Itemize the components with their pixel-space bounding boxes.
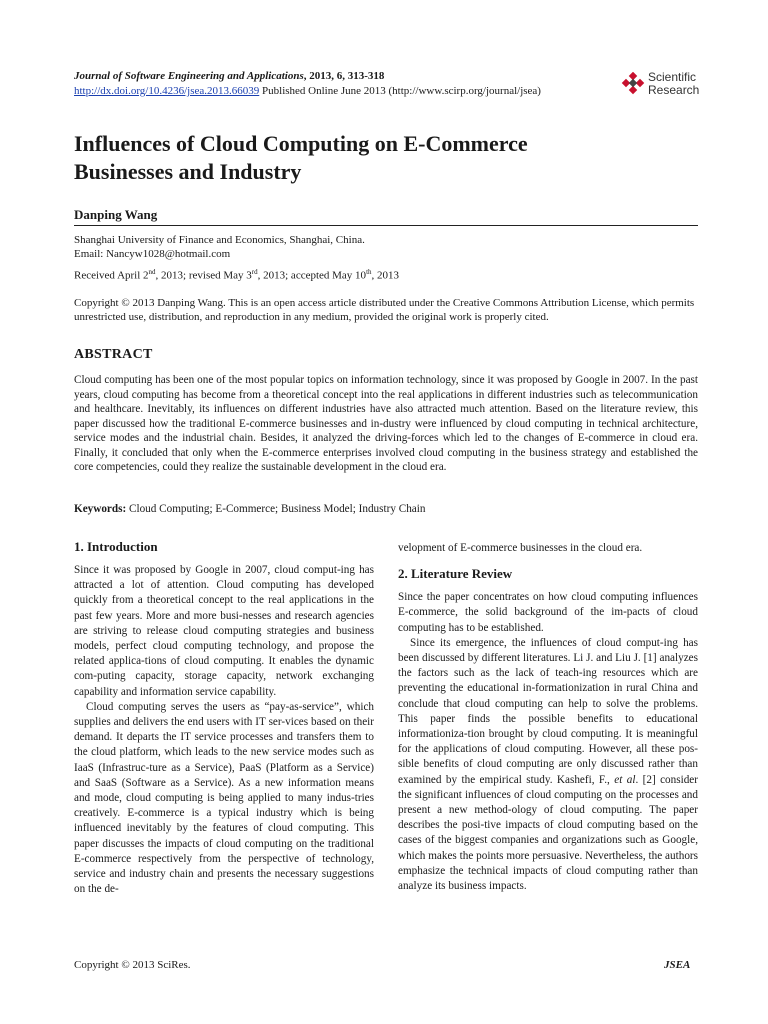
author-divider bbox=[74, 225, 698, 226]
intro-paragraph-2: Cloud computing serves the users as “pay-as-service”, which supplies and delivers the end users with IT ser-vices based on their demand. It departs the IT service processes and transfers them to the cloud platform, which leads to the new service modes such as IaaS (Infrastruc-ture as a Service), PaaS (Platform as a Service) and SaaS (Software as a Service). As a new information means and mode, cloud computing is being applied to many indus-tries creatively. E-commerce is a typical industry which is being influenced inevitably by the features of cloud computing. This paper discusses the impacts of cloud computing on the traditional E-commerce respectively from the perspective of technology, service and industry chain and presents the necessary suggestions on the de- bbox=[74, 700, 374, 896]
keywords bbox=[74, 503, 425, 515]
right-column bbox=[398, 541, 698, 894]
revised-text: , 2013; revised May 3 bbox=[155, 269, 252, 282]
publisher-logo bbox=[620, 70, 700, 100]
et-al: et al bbox=[614, 773, 636, 786]
logo-text bbox=[648, 71, 699, 97]
received-sup: nd bbox=[148, 268, 156, 276]
lit-paragraph-2-part-b: . [2] consider the significant influences of cloud computing on the processes and present a new method-ology of cloud computing. The paper describes the posi-tive impacts of cloud computing based on the cases of the biggest companies and organizations such as Google, which makes the points more persuasive. Nevertheless, the authors emphasize the technical impacts of cloud computing rather than analyze its business impacts. bbox=[398, 773, 698, 893]
accepted-text: , 2013; accepted May 10 bbox=[257, 269, 367, 282]
published-info: Published Online June 2013 (http://www.scirp.org/journal/jsea) bbox=[259, 85, 541, 97]
author-affiliation-block bbox=[74, 233, 365, 261]
copyright-notice: Copyright © 2013 Danping Wang. This is an open access article distributed under the Creative Commons Attribution License, which permits unrestricted use, distribution, and reproduction in any medium, provided the original work is properly cited. bbox=[74, 297, 695, 323]
lit-paragraph-2 bbox=[398, 636, 698, 894]
doi-link[interactable]: http://dx.doi.org/10.4236/jsea.2013.66039 bbox=[74, 85, 260, 97]
footer-copyright: Copyright © 2013 SciRes. bbox=[74, 959, 191, 971]
doi-line bbox=[74, 84, 594, 99]
intro-paragraph-1: Since it was proposed by Google in 2007, cloud comput-ing has attracted a lot of attention. Cloud computing has developed quickly from a theoretical concept to the real applications in the past few years. More and more busi-nesses and research agencies are striving to release cloud computing strategies and business models, perfect cloud computing technology, and propose the related applica-tions of cloud computing. It enables the dynamic com-puting capacity, storage capacity, network exchanging capability and information service capability. bbox=[74, 564, 374, 698]
revised-sup: rd bbox=[251, 268, 258, 276]
logo-line2: Research bbox=[648, 83, 700, 97]
author-email: Email: Nancyw1028@hotmail.com bbox=[74, 248, 231, 260]
logo-line1: Scientific bbox=[648, 70, 697, 84]
accepted-sup: th bbox=[366, 268, 372, 276]
section-heading-introduction: 1. Introduction bbox=[74, 539, 158, 554]
abstract-heading: ABSTRACT bbox=[74, 347, 153, 362]
dates-suffix: , 2013 bbox=[371, 269, 400, 282]
left-column bbox=[74, 539, 374, 897]
section-heading-literature-review: 2. Literature Review bbox=[398, 566, 513, 582]
author-name: Danping Wang bbox=[74, 207, 158, 222]
paper-title bbox=[74, 130, 714, 186]
journal-name: Journal of Software Engineering and Applications bbox=[74, 70, 304, 82]
received-text: Received April 2 bbox=[74, 269, 149, 282]
journal-details: , 2013, 6, 313-318 bbox=[303, 70, 385, 82]
keywords-label: Keywords: bbox=[74, 503, 127, 515]
received-dates bbox=[74, 268, 399, 282]
scientific-research-logo-icon bbox=[620, 72, 646, 98]
title-line1: Influences of Cloud Computing on E-Commerce bbox=[74, 131, 528, 156]
footer-journal-abbrev: JSEA bbox=[664, 959, 691, 971]
journal-header bbox=[74, 69, 594, 99]
keywords-text: Cloud Computing; E-Commerce; Business Model; Industry Chain bbox=[126, 503, 426, 515]
lit-paragraph-2-part-a: Since its emergence, the influences of cloud comput-ing has been discussed by different literatures. Li J. and Liu J. [1] analyzes the factors such as the lack of teach-ing resources which are preventing the educational in-formationization in rural China and conclude that cloud computing can help to solve the problems. This paper finds the possible benefits to educational informationiza-tion brought by cloud computing. It is meaningful for the applications of cloud computing. However, all these pos-sible benefits of cloud computing are only discussed rather than examined by the empirical study. Kashefi, F., bbox=[398, 636, 698, 786]
title-line2: Businesses and Industry bbox=[74, 159, 302, 184]
intro-continuation: velopment of E-commerce businesses in the cloud era. bbox=[398, 542, 643, 554]
lit-paragraph-1: Since the paper concentrates on how cloud computing influences E-commerce, the solid background of the im-pacts of cloud computing has to be established. bbox=[398, 591, 698, 634]
affiliation: Shanghai University of Finance and Economics, Shanghai, China. bbox=[74, 234, 365, 246]
journal-citation bbox=[74, 69, 594, 84]
abstract-text: Cloud computing has been one of the most popular topics on information technology, since it was proposed by Google in 2007. In the past years, cloud computing has become from a theoretical concept into the real applications in different industries such as telecommunication and healthcare. Inevitably, its influences on different industries have also attracted much attention. Based on the literature review, this paper discussed how the traditional E-commerce businesses and in-dustry were influenced by cloud computing in technical architecture, service modes and the industrial chain. Besides, it analyzed the driving-forces which led to the changes of E-commerce in cloud era. Finally, it concluded that only when the E-commerce enterprises involved cloud computing in the business strategy and established the core competencies, could they realize the sustainable development in the cloud era. bbox=[74, 374, 698, 473]
